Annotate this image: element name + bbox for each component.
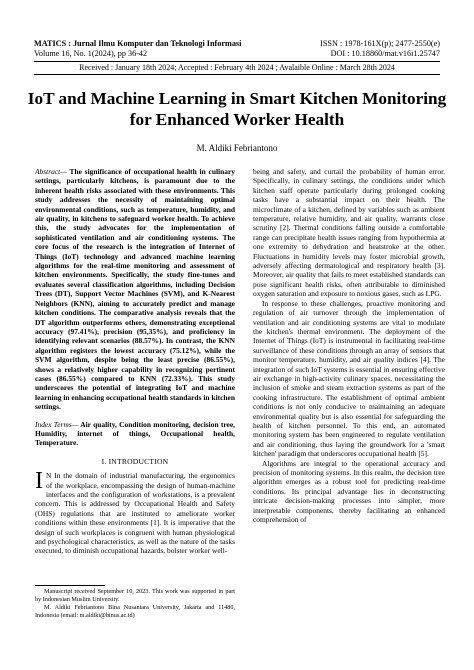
- footnote-author: M. Aldiki Febriantono Bina Nusantara University, Jakarta and 11480, Indonesia (email: m.aldiki@binus.ac.id): [35, 604, 235, 619]
- index-terms: [35, 420, 235, 448]
- intro-text: N In the domain of industrial manufacturing, the ergonomics of the workplace, encompassing the design of human-machine interfaces and the configuration of workstations, is a prevalent concern. This is addressed by Occupational Health and Safety (OHS) regulations that are instituted to ameliorate worker conditions within these environments [1]. It is imperative that the design of such workplaces is congruent with human physiological and psychological characteristics, as well as the nature of the tasks executed, to diminish occupational hazards, bolster worker well-: [35, 471, 235, 556]
- index-terms-label: Index Terms—: [35, 419, 79, 429]
- header-rule-bottom: [34, 74, 440, 75]
- footnote-manuscript: Manuscript received September 10, 2023. This work was supported in part by Indonesian Muslim University.: [35, 588, 235, 603]
- doi: DOI : 10.18860/mat.v16i1.25747: [330, 49, 440, 58]
- footnote-rule: [35, 585, 105, 586]
- footnotes: [35, 588, 235, 620]
- header-rule-top: [34, 61, 440, 62]
- index-terms-text: Air quality, Condition monitoring, decision tree, Humidity, internet of things, Occupational health, Temperature.: [35, 419, 235, 448]
- left-column: [35, 167, 235, 556]
- section-heading-introduction: I. INTRODUCTION: [101, 456, 169, 466]
- body-paragraph: In response to these challenges, proactive monitoring and regulation of air turnover through the implementation of ventilation and air conditioning systems are vital to modulate the kitchen's thermal environment. The deployment of the Internet of Things (IoT) is instrumental in facilitating real-time surveillance of these conditions through an array of sensors that monitor temperature, humidity, and air quality indices [4]. The integration of such IoT systems is essential in ensuring effective air exchange in high-activity culinary spaces, necessitating the inclusion of smoke and steam extraction systems as part of the cooking infrastructure. The establishment of optimal ambient conditions is not only conducive to maintaining an adequate environmental quality but is also essential for safeguarding the health of kitchen personnel. To this end, an automated monitoring system has been engineered to regulate ventilation and air conditioning, thus laying the groundwork for a 'smart kitchen' paradigm that underscores occupational health [5].: [253, 298, 445, 459]
- journal-name: MATICS : Jurnal Ilmu Komputer dan Teknologi Informasi: [34, 39, 242, 48]
- intro-paragraph: [35, 468, 235, 556]
- abstract-label: Abstract—: [35, 167, 67, 176]
- volume-info: Volume 16, No. 1(2024), pp 36-42: [34, 49, 148, 58]
- author-name: M. Aldiki Febriantono: [196, 143, 278, 153]
- body-paragraph: Algorithms are integral to the operational accuracy and precision of monitoring systems. In this realm, the decision tree algorithm emerges as a robust tool for predicting real-time conditions. Its principal advantage lies in deconstructing intricate decision-making processes into simpler, more interpretable components, thereby facilitating an enhanced comprehension of: [253, 458, 445, 525]
- journal-header: [34, 39, 440, 59]
- abstract-text: The significance of occupational health in culinary settings, particularly kitchens, is paramount due to the inherent health risks associated with these environments. This study addresses the necessity of maintaining optimal environmental conditions, such as temperature, humidity, and air quality, in kitchens to safeguard worker health. To achieve this, the study advocates for the implementation of sophisticated ventilation and air conditioning systems. The core focus of the research is the integration of Internet of Things (IoT) technology and advanced machine learning algorithms for the real-time monitoring and assessment of kitchen environments. Specifically, the study fine-tunes and evaluates several classification algorithms, including Decision Trees (DT), Support Vector Machines (SVM), and K-Nearest Neighbors (KNN), aiming to accurately predict and manage kitchen conditions. The comparative analysis reveals that the DT algorithm outperforms others, demonstrating exceptional accuracy (97.41%), precision (95,35%), and proficiency in identifying relevant scenarios (88.57%). In contrast, the KNN algorithm registers the lowest accuracy (75.12%), while the SVM algorithm, despite being the least precise (86.55%), shows a relatively higher capability in recognizing pertinent cases (86.55%) compared to KNN (72.33%). This study underscores the potential of integrating IoT and machine learning in enhancing occupational health standards in kitchen settings.: [35, 167, 235, 412]
- paper-title: IoT and Machine Learning in Smart Kitchen Monitoring for Enhanced Worker Health: [27, 89, 447, 129]
- drop-cap: I: [35, 468, 43, 495]
- right-column: [253, 167, 445, 524]
- submission-dates: Received : January 18th 2024; Accepted : February 4th 2024 ; Avalaible Online : March 28th 2024: [79, 63, 395, 72]
- issn: ISSN : 1978-161X(p); 2477-2550(e): [320, 39, 440, 48]
- abstract: [35, 167, 235, 412]
- body-paragraph: being and safety, and curtail the probability of human error. Specifically, in culinary settings, the conditions under which kitchen staff operate particularly during prolonged cooking tasks have a substantial impact on their health. The microclimate of a kitchen, defined by variables such as ambient temperature, relative humidity, and air quality, warrants close scrutiny [2]. Thermal conditions falling outside a comfortable range can precipitate health issues ranging from hypothermia at one extremity to dehydration and heatstroke at the other. Fluctuations in humidity levels may foster microbial growth, adversely affecting dermatological and respiratory health [3]. Moreover, air quality that fails to meet established standards can pose significant health risks, often attributable to diminished oxygen saturation and exposure to noxious gases, such as LPG.: [253, 167, 445, 299]
